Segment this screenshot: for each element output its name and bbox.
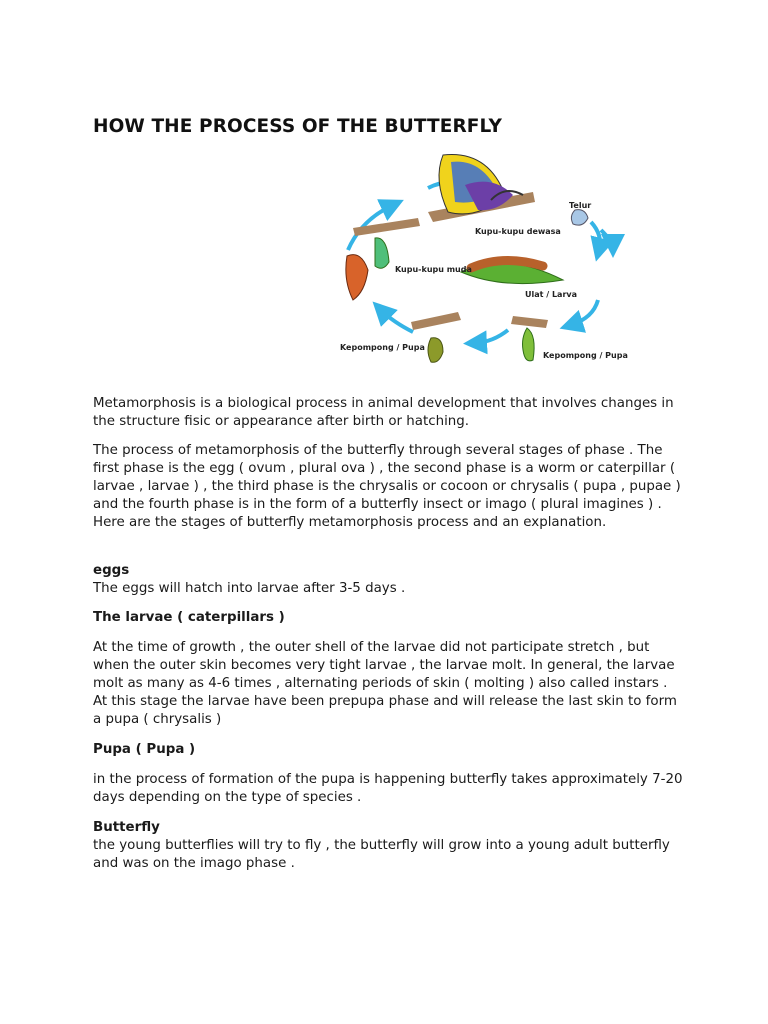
section-text-pupa: in the process of formation of the pupa is happening butterfly takes approximately 7-20 days depending on the type of species . bbox=[93, 772, 683, 805]
section-text-larvae: At the time of growth , the outer shell of the larvae did not participate stretch , but when the outer skin becomes very tight larvae , the larvae molt. In general, the larvae molt as many as 4-6 times , alternating periods of skin ( molting ) also called instars . At this stage the larvae have been prepupa phase and will release the last skin to form a pupa ( chrysalis ) bbox=[93, 640, 677, 727]
label-pupa-left: Kepompong / Pupa bbox=[340, 343, 425, 352]
label-adult: Kupu-kupu dewasa bbox=[475, 227, 561, 236]
larva-on-leaf bbox=[461, 260, 563, 283]
section-pupa bbox=[93, 741, 683, 759]
adult-butterfly bbox=[428, 155, 535, 223]
page-title: HOW THE PROCESS OF THE BUTTERFLY bbox=[93, 116, 503, 137]
young-butterfly bbox=[346, 218, 420, 300]
section-heading-eggs: eggs bbox=[93, 563, 130, 578]
pupa-left bbox=[411, 312, 461, 362]
section-text-butterfly: the young butterflies will try to fly , the butterfly will grow into a young adult butterfly and was on the imago phase . bbox=[93, 838, 670, 871]
label-larva: Ulat / Larva bbox=[525, 290, 578, 299]
label-young: Kupu-kupu muda bbox=[395, 265, 472, 274]
intro-paragraph-1: Metamorphosis is a biological process in animal development that involves changes in the structure fisic or appearance after birth or hatching. bbox=[93, 396, 674, 429]
intro-paragraph-2: The process of metamorphosis of the butterfly through several stages of phase . The first phase is the egg ( ovum , plural ova ) , the second phase is a worm or caterpillar ( larvae , larvae ) , the third phase is the chrysalis or cocoon or chrysalis ( pupa , pupae ) and the fourth phase is in the form of a butterfly insect or imago ( plural imagines ) . Here are the stages of butterfly metamorphosis process and an explanation. bbox=[93, 443, 681, 530]
section-butterfly bbox=[93, 819, 683, 873]
label-pupa-right: Kepompong / Pupa bbox=[543, 351, 628, 360]
section-heading-larvae: The larvae ( caterpillars ) bbox=[93, 610, 285, 625]
section-heading-butterfly: Butterfly bbox=[93, 820, 160, 835]
section-eggs bbox=[93, 562, 683, 598]
section-heading-pupa: Pupa ( Pupa ) bbox=[93, 742, 196, 757]
section-larvae bbox=[93, 609, 683, 627]
section-text-eggs: The eggs will hatch into larvae after 3-5 days . bbox=[93, 581, 406, 596]
egg bbox=[571, 210, 588, 225]
life-cycle-diagram bbox=[243, 150, 628, 372]
label-egg: Telur bbox=[569, 201, 592, 210]
